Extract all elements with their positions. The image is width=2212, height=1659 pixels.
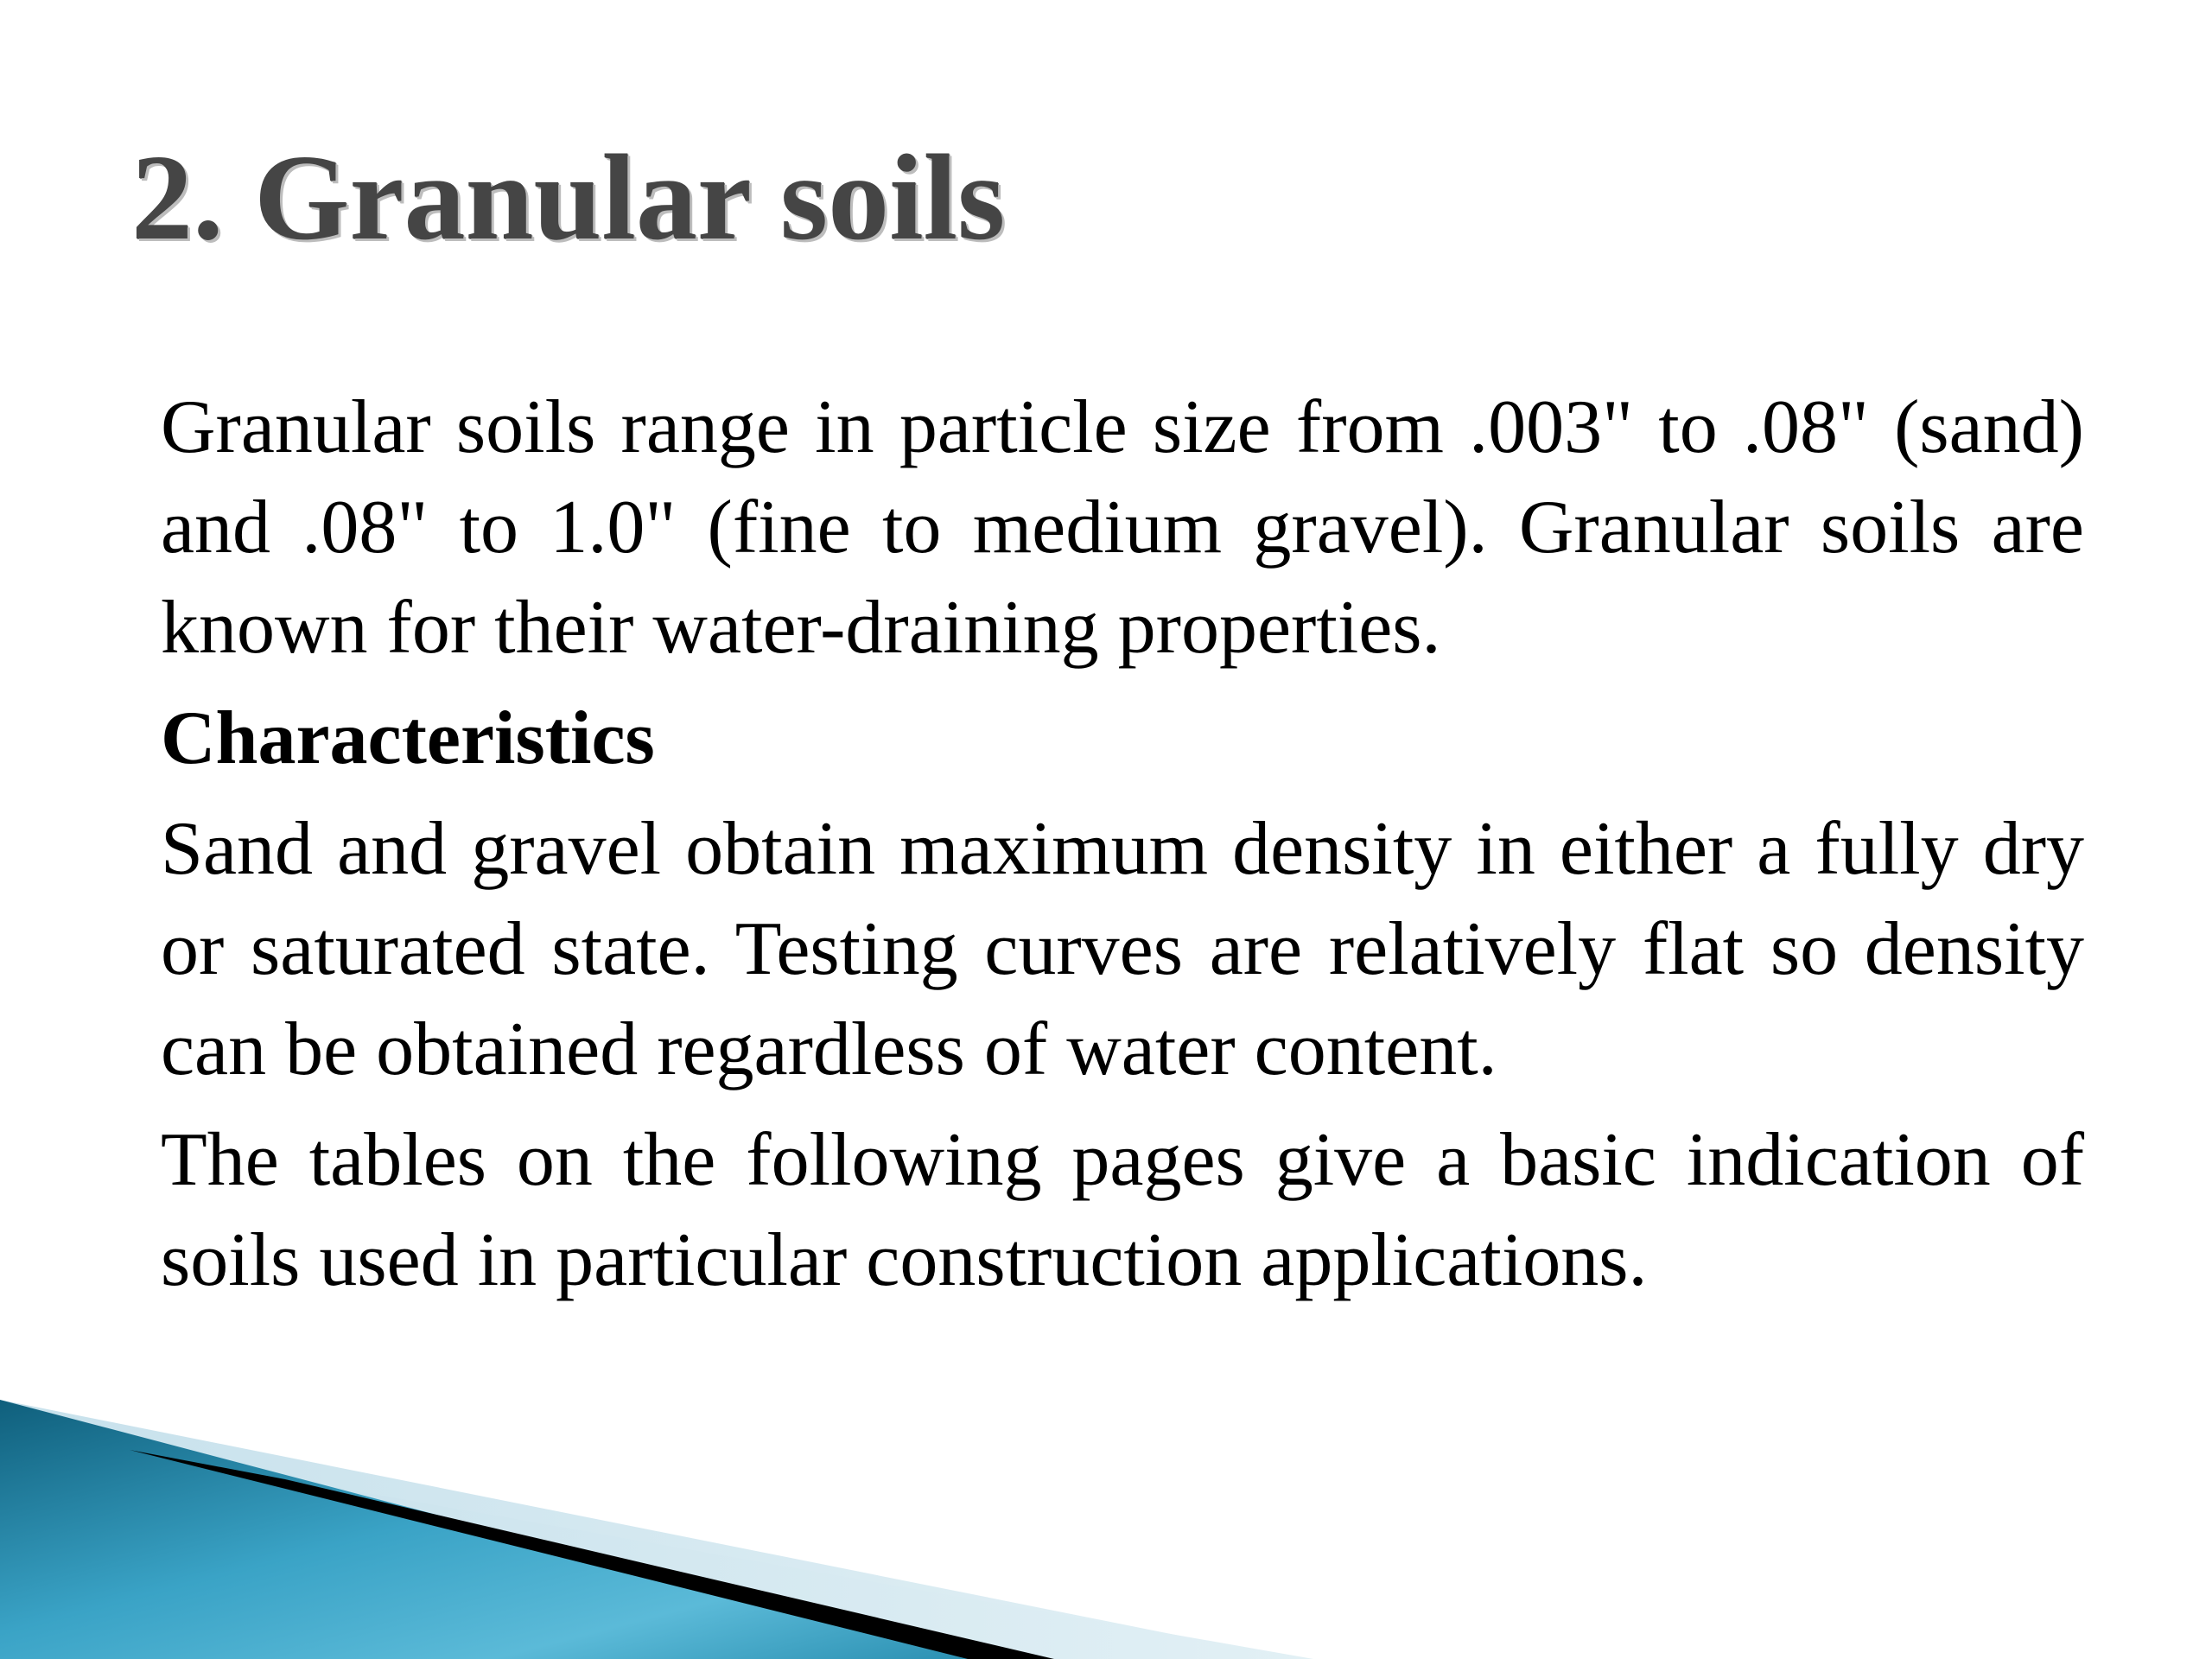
slide-title: 2. Granular soils [131,129,1006,265]
slide-body [161,378,2084,1321]
tables-paragraph: The tables on the following pages give a basic indication of soils used in particular construction applications. [161,1118,2084,1302]
bottom-wave-decoration [0,1296,2212,1659]
characteristics-heading: Characteristics [161,696,655,780]
density-paragraph: Sand and gravel obtain maximum density in either a fully dry or saturated state. Testing curves are relatively flat so density can be obtained regardless of water content. [161,807,2084,1091]
intro-paragraph: Granular soils range in particle size from .003" to .08" (sand) and .08" to 1.0" (fine to medium gravel). Granular soils are known for their water-draining properties. [161,385,2084,670]
